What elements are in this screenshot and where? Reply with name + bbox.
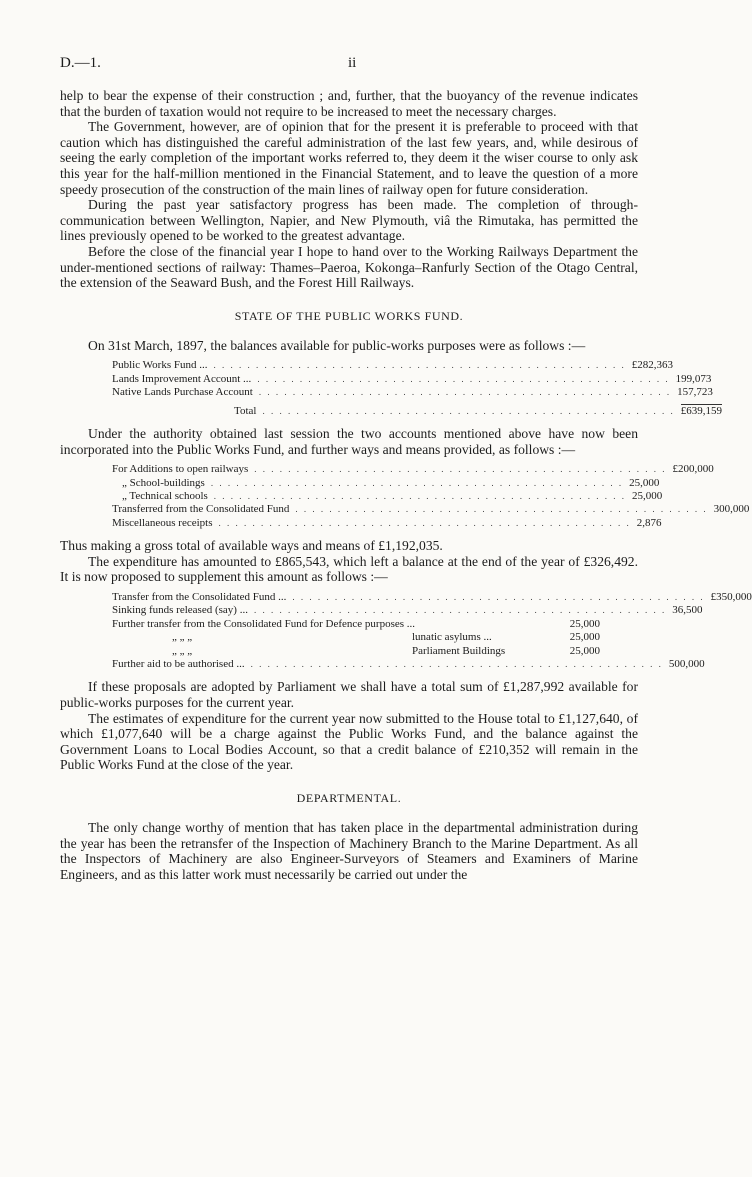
leader-dots: . . . . . . . . . . . . . . . . . . . . . . . . . . . . . . . . . . . . . . . . . . . . . . . . . — [210, 477, 624, 488]
balances-table — [112, 359, 722, 418]
row-label-text: Parliament Buildings — [412, 644, 506, 657]
table-row — [112, 476, 660, 490]
ways-and-means-table — [112, 463, 750, 530]
row-label: Native Lands Purchase Account — [112, 386, 253, 399]
row-amount: 25,000 — [569, 631, 600, 644]
table-row — [112, 590, 752, 604]
row-amount: £200,000 — [672, 463, 714, 476]
total-label: Total — [234, 404, 257, 417]
row-amount: 25,000 — [632, 489, 663, 502]
leader-dots: . . . . . . . . . . . . . . . . . . . . . . . . . . . . . . . . . . . . . . . . . . . . . . . . . — [213, 360, 626, 371]
row-amount: 157,723 — [677, 386, 713, 399]
paragraph: Before the close of the financial year I hope to hand over to the Working Railways Department the under-mentioned sections of railway: Thames–Paeroa, Kokonga–Ranfurly Section of the Otago Central, the extension of the Seaward Bush, and the Forest Hill Railways. — [60, 243, 638, 291]
row-label: Further aid to be authorised ... — [112, 657, 245, 670]
paragraph: The estimates of expenditure for the current year now submitted to the House total to £1,127,640, of which £1,077,640 will be a charge against the Public Works Fund, and the balance against the Government Loans to Local Bodies Account, so that a credit balance of £210,352 will remain in the Public Works Fund at the close of the year. — [60, 710, 638, 773]
table-row — [112, 604, 703, 617]
page-number: ii — [348, 55, 357, 71]
table-row — [112, 516, 662, 530]
table-row — [112, 618, 600, 631]
table-row — [112, 463, 714, 476]
table-row — [112, 657, 705, 671]
document-body — [60, 88, 752, 882]
row-amount: 500,000 — [668, 657, 705, 670]
row-label: Transfer from the Consolidated Fund ... — [112, 590, 287, 603]
leader-dots: . . . . . . . . . . . . . . . . . . . . . . . . . . . . . . . . . . . . . . . . . . . . . . . . . — [250, 658, 663, 669]
section-heading-departmental: DEPARTMENTAL. — [296, 790, 402, 805]
leader-dots: . . . . . . . . . . . . . . . . . . . . . . . . . . . . . . . . . . . . . . . . . . . . . . . . . — [295, 504, 708, 515]
table-row — [112, 386, 713, 399]
row-label: Further transfer from the Consolidated Fund for Defence purposes ... — [112, 617, 416, 630]
paragraph: help to bear the expense of their construction ; and, further, that the buoyancy of the revenue indicates that the burden of taxation would not require to be increased to meet the necessary charges. — [60, 88, 638, 119]
row-label — [112, 645, 505, 658]
paragraph: The Government, however, are of opinion that for the present it is preferable to proceed with that caution which has distinguished the careful administration of the last few years, and, while desirous of seeing the early completion of the important works referred to, they deem it the wiser course to only ask this year for the half-million mentioned in the Financial Statement, and to leave the question of a more speedy prosecution of the construction of the main lines of railway open for future consideration. — [60, 119, 638, 197]
supplement-table — [112, 590, 752, 671]
section-heading-public-works-fund: STATE OF THE PUBLIC WORKS FUND. — [234, 308, 464, 323]
row-label: Transferred from the Consolidated Fund — [112, 503, 290, 516]
row-label — [112, 631, 492, 644]
row-amount: 25,000 — [569, 644, 600, 657]
leader-dots: . . . . . . . . . . . . . . . . . . . . . . . . . . . . . . . . . . . . . . . . . . . . . . . . . — [258, 387, 672, 398]
row-amount: 25,000 — [569, 617, 600, 630]
leader-dots: . . . . . . . . . . . . . . . . . . . . . . . . . . . . . . . . . . . . . . . . . . . . . . . . . — [213, 490, 627, 501]
leader-dots: . . . . . . . . . . . . . . . . . . . . . . . . . . . . . . . . . . . . . . . . . . . . . . . . . — [292, 591, 705, 602]
row-label: Miscellaneous receipts — [112, 516, 213, 529]
row-label: Lands Improvement Account ... — [112, 372, 252, 385]
leader-dots: . . . . . . . . . . . . . . . . . . . . . . . . . . . . . . . . . . . . . . . . . . . . . . . . . — [262, 405, 675, 416]
paragraph: During the past year satisfactory progress has been made. The completion of through-communication between Wellington, Napier, and New Plymouth, viâ the Rimutaka, has permitted the lines previously opened to be worked to the greatest advantage. — [60, 197, 638, 244]
table-row — [112, 503, 750, 516]
paragraph: The only change worthy of mention that has taken place in the departmental administration during the year has been the retransfer of the Inspection of Machinery Branch to the Marine Department. As all the Inspectors of Machinery are also Engineer-Surveyors of Steamers and Examiners of Marine Engineers, and as this latter work must necessarily be carried out under the — [60, 819, 638, 882]
table-row — [112, 372, 712, 386]
table-row — [112, 489, 663, 503]
row-amount: £282,363 — [631, 359, 673, 372]
leader-dots: . . . . . . . . . . . . . . . . . . . . . . . . . . . . . . . . . . . . . . . . . . . . . . . . . — [218, 517, 631, 528]
ditto-marks: „ „ „ — [172, 631, 193, 644]
row-amount: 25,000 — [629, 476, 660, 489]
row-label: For Additions to open railways — [112, 463, 249, 476]
paragraph: Thus making a gross total of available ways and means of £1,192,035. — [60, 538, 443, 554]
row-amount: 199,073 — [675, 372, 712, 385]
row-label: „ School-buildings — [122, 476, 205, 489]
paragraph: Under the authority obtained last session the two accounts mentioned above have now been incorporated into the Public Works Fund, and further ways and means provided, as follows :— — [60, 425, 638, 457]
row-amount: 36,500 — [672, 604, 703, 617]
row-amount: 300,000 — [713, 503, 750, 516]
row-label: „ Technical schools — [122, 489, 208, 502]
document-code: D.—1. — [60, 55, 101, 71]
row-label: Public Works Fund ... — [112, 359, 208, 372]
row-amount: £350,000 — [710, 590, 752, 603]
row-label-text: lunatic asylums ... — [412, 631, 492, 644]
table-row — [112, 631, 600, 644]
leader-dots: . . . . . . . . . . . . . . . . . . . . . . . . . . . . . . . . . . . . . . . . . . . . . . . . . — [253, 605, 667, 616]
total-amount: £639,159 — [680, 404, 722, 417]
paragraph: On 31st March, 1897, the balances available for public-works purposes were as follows :— — [88, 337, 586, 353]
row-amount: 2,876 — [636, 516, 662, 529]
ditto-marks: „ „ „ — [172, 644, 193, 657]
paragraph: If these proposals are adopted by Parliament we shall have a total sum of £1,287,992 available for public-works purposes for the current year. — [60, 679, 638, 710]
row-label: Sinking funds released (say) ... — [112, 604, 248, 617]
table-row — [112, 359, 673, 372]
leader-dots: . . . . . . . . . . . . . . . . . . . . . . . . . . . . . . . . . . . . . . . . . . . . . . . . . — [254, 464, 667, 475]
paragraph: The expenditure has amounted to £865,543, which left a balance at the end of the year of £326,492. It is now proposed to supplement this amount as follows :— — [60, 553, 638, 585]
table-total-row — [112, 404, 722, 418]
leader-dots: . . . . . . . . . . . . . . . . . . . . . . . . . . . . . . . . . . . . . . . . . . . . . . . . . — [257, 373, 670, 384]
table-row — [112, 645, 600, 658]
